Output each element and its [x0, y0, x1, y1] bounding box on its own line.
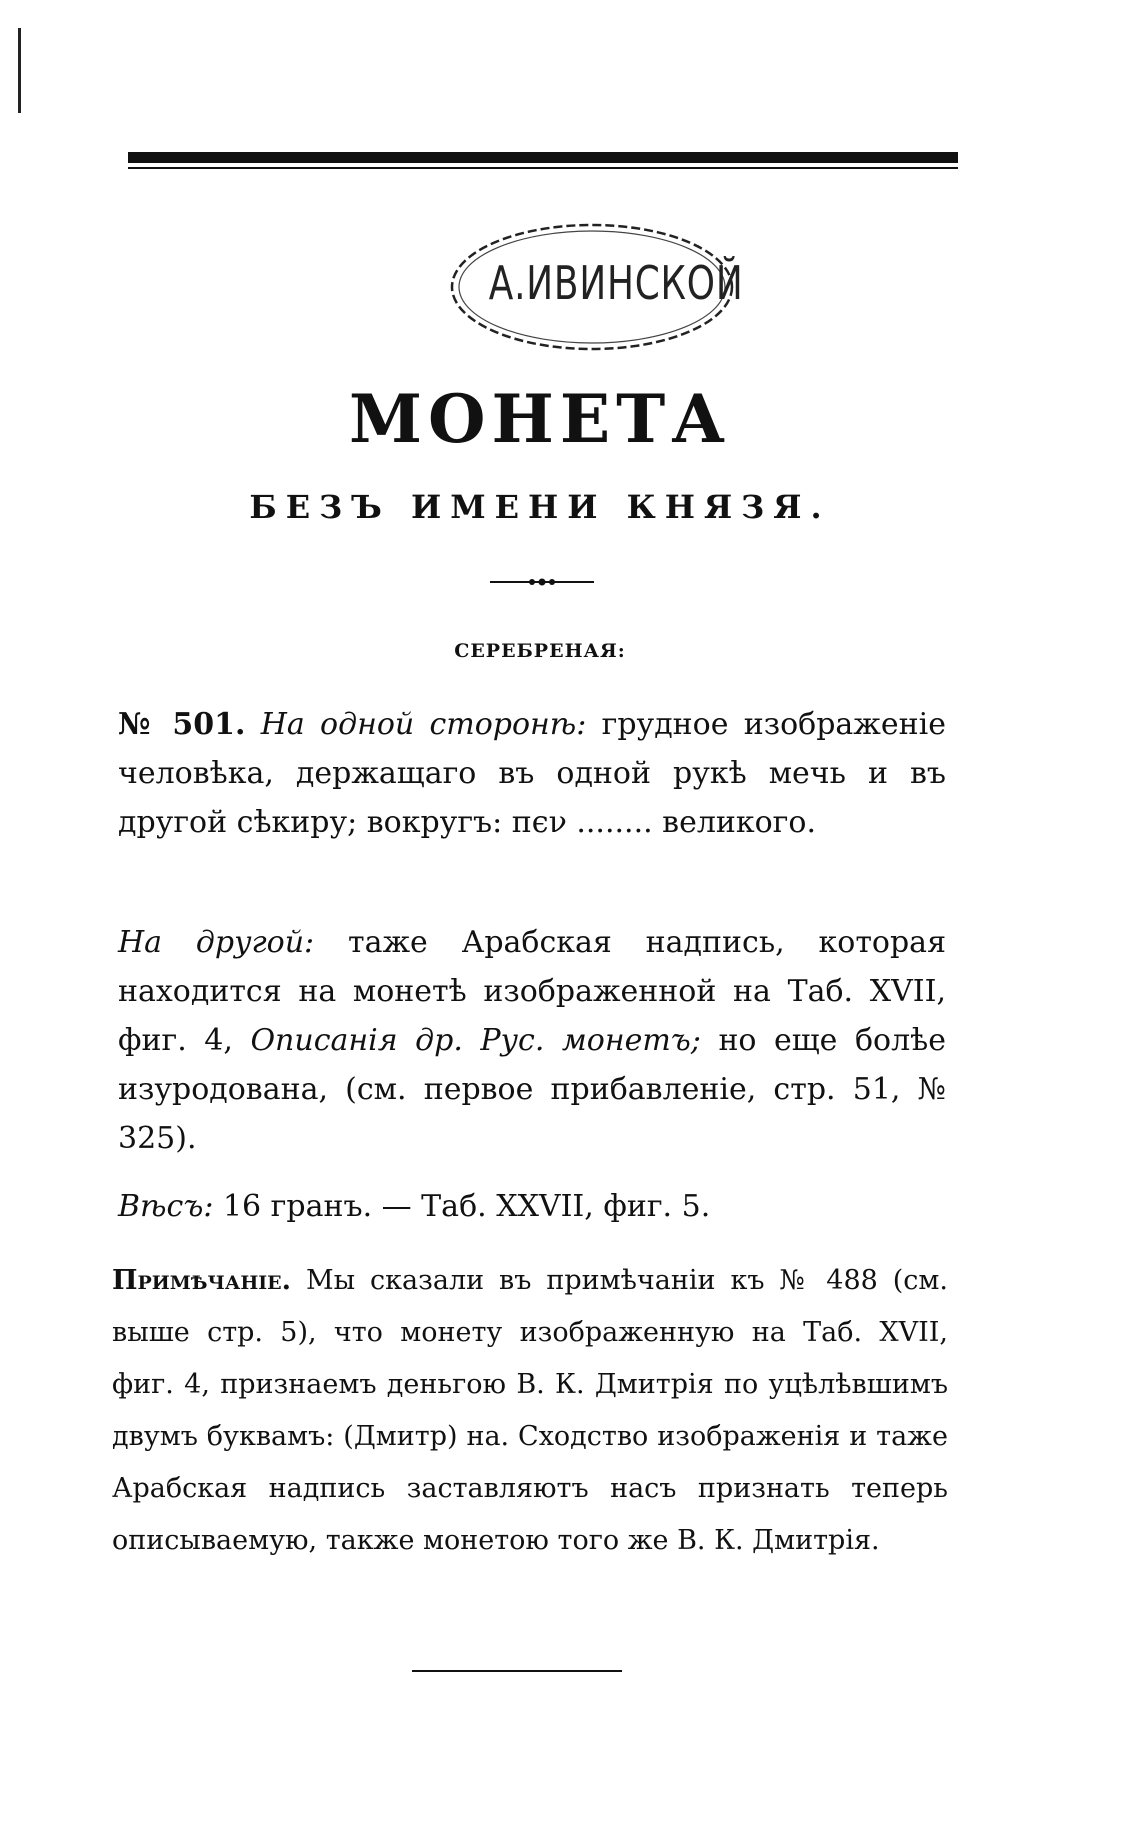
obverse-label: На одной сторонѣ:: [260, 707, 587, 742]
note-label: Примѣчаніе.: [112, 1265, 292, 1296]
reverse-label: На другой:: [118, 925, 315, 960]
weight-text: 16 гранъ. — Таб. XXVII, фиг. 5.: [222, 1189, 711, 1224]
entry-paragraph-obverse: [118, 700, 946, 847]
note-text: Мы сказали въ примѣчаніи къ № 488 (см. выше стр. 5), что монету изображенную на Таб. XVII, фиг. 4, признаемъ деньгою В. К. Дмитрія по уцѣлѣвшимъ двумъ буквамъ: (Дмитр) на. Сходство изображенія и таже Арабская надпись заставляютъ насъ признать теперь описываемую, также монетою того же В. К. Дмитрія.: [112, 1265, 948, 1556]
weight-label: Вѣсъ:: [118, 1189, 214, 1224]
obverse-text: грудное изображеніе человѣка, держащаго въ одной рукѣ мечь и въ другой сѣкиру; вокругъ: пєν ........ великого.: [118, 707, 946, 840]
library-stamp: [440, 212, 748, 362]
footer-rule: [412, 1670, 622, 1672]
entry-number: № 501.: [118, 707, 246, 742]
reverse-text-1: таже Арабская надпись, которая находится на монетѣ изображенной на Таб. XVII, фиг. 4,: [118, 925, 946, 1058]
reverse-reference: Описанія др. Рус. монетъ;: [250, 1023, 701, 1058]
entry-paragraph-reverse: [118, 918, 946, 1163]
page-title: МОНЕТА: [348, 380, 732, 458]
page-subtitle: БЕЗЪ ИМЕНИ КНЯЗЯ.: [249, 488, 831, 526]
reverse-text-2: но еще болѣе изуродована, (см. первое прибавленіе, стр. 51, № 325).: [118, 1023, 946, 1156]
footnote-paragraph: [112, 1255, 948, 1567]
entry-weight-line: [118, 1182, 946, 1231]
section-heading: СЕРЕБРЕНАЯ:: [454, 640, 626, 662]
header-rule: [128, 152, 958, 169]
stamp-text: А.ИВИНСКОЙ: [488, 256, 744, 310]
page-edge-line: [18, 28, 21, 113]
ornament-divider-icon: [490, 576, 594, 588]
